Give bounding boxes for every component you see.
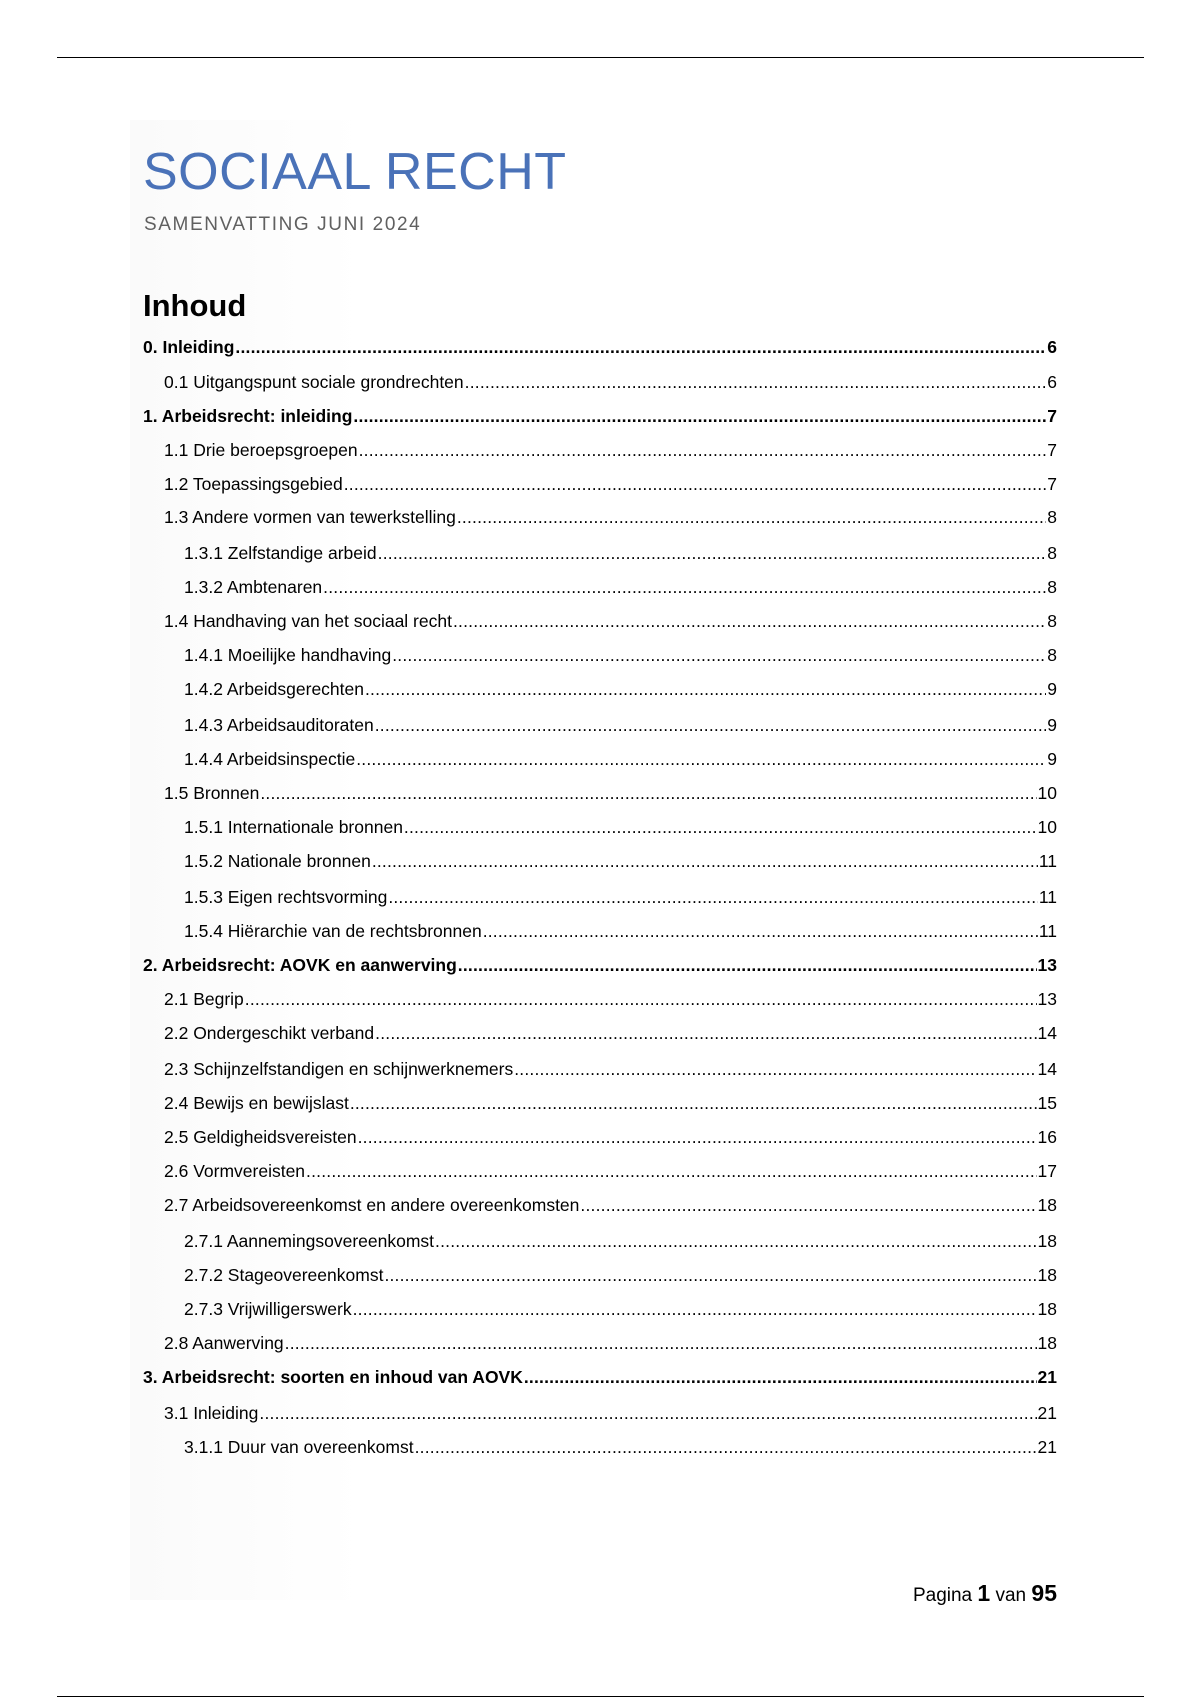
toc-entry-page: 9 [1047, 749, 1057, 769]
toc-entry-page: 21 [1037, 1367, 1057, 1387]
toc-dot-leader [323, 576, 1046, 598]
toc-entry-page: 18 [1037, 1333, 1057, 1353]
footer-total-pages: 95 [1031, 1580, 1057, 1606]
toc-entry-title: 2.4 Bewijs en bewijslast [164, 1093, 349, 1113]
toc-entry[interactable] [143, 1402, 1057, 1424]
toc-entry-title: 3.1.1 Duur van overeenkomst [184, 1437, 414, 1457]
toc-entry[interactable] [143, 954, 1057, 976]
toc-entry[interactable] [143, 610, 1057, 632]
toc-entry-page: 18 [1037, 1299, 1057, 1319]
toc-entry-title: 1.5 Bronnen [164, 783, 260, 803]
toc-entry[interactable] [143, 439, 1057, 461]
toc-entry-title: 2.2 Ondergeschikt verband [164, 1023, 375, 1043]
document-subtitle: SAMENVATTING JUNI 2024 [144, 214, 422, 235]
toc-dot-leader [404, 816, 1037, 838]
toc-dot-leader [580, 1194, 1036, 1216]
toc-entry[interactable] [143, 920, 1057, 942]
toc-dot-leader [358, 1126, 1037, 1148]
toc-entry[interactable] [143, 1022, 1057, 1044]
toc-entry-title: 1.3.2 Ambtenaren [184, 577, 323, 597]
page-footer [913, 1580, 1057, 1607]
toc-entry-page: 6 [1047, 337, 1057, 357]
toc-entry-page: 15 [1037, 1093, 1057, 1113]
toc-entry-title: 1.4.4 Arbeidsinspectie [184, 749, 356, 769]
toc-dot-leader [483, 920, 1038, 942]
toc-heading: Inhoud [143, 288, 247, 323]
toc-entry-page: 18 [1037, 1265, 1057, 1285]
toc-entry-title: 1.2 Toepassingsgebied [164, 474, 343, 494]
footer-pagina-label: Pagina [912, 1585, 973, 1606]
toc-entry-title: 1.4.1 Moeilijke handhaving [184, 645, 392, 665]
toc-entry-title: 1.5.2 Nationale bronnen [184, 851, 371, 871]
toc-entry-page: 21 [1037, 1437, 1057, 1457]
toc-entry-page: 8 [1047, 577, 1057, 597]
toc-entry-page: 11 [1038, 851, 1057, 871]
toc-dot-leader [514, 1058, 1036, 1080]
toc-dot-leader [353, 1298, 1037, 1320]
toc-entry-page: 6 [1047, 372, 1057, 392]
top-rule [57, 57, 1144, 58]
toc-entry-title: 2.8 Aanwerving [164, 1333, 284, 1353]
footer-van-label: van [995, 1585, 1027, 1606]
toc-dot-leader [353, 405, 1046, 427]
toc-entry-page: 18 [1037, 1231, 1057, 1251]
toc-entry[interactable] [143, 506, 1057, 528]
toc-dot-leader [245, 988, 1037, 1010]
toc-entry[interactable] [143, 850, 1057, 872]
toc-entry-page: 13 [1037, 955, 1057, 975]
toc-dot-leader [384, 1264, 1036, 1286]
toc-entry[interactable] [143, 1126, 1057, 1148]
toc-entry-title: 2.7.2 Stageovereenkomst [184, 1265, 384, 1285]
toc-entry[interactable] [143, 644, 1057, 666]
toc-dot-leader [372, 850, 1038, 872]
toc-entry-page: 8 [1047, 507, 1057, 527]
toc-entry[interactable] [143, 576, 1057, 598]
toc-dot-leader [235, 336, 1046, 358]
toc-dot-leader [457, 506, 1046, 528]
toc-dot-leader [260, 782, 1036, 804]
toc-entry-title: 1.4.2 Arbeidsgerechten [184, 679, 364, 699]
toc-dot-leader [350, 1092, 1037, 1114]
toc-entry-title: 0. Inleiding [143, 337, 235, 357]
toc-dot-leader [458, 954, 1037, 976]
toc-entry-title: 1.3 Andere vormen van tewerkstelling [164, 507, 456, 527]
toc-entry-title: 2.5 Geldigheidsvereisten [164, 1127, 357, 1147]
toc-entry[interactable] [143, 748, 1057, 770]
toc-entry[interactable] [143, 1436, 1057, 1458]
toc-entry-title: 2. Arbeidsrecht: AOVK en aanwerving [143, 955, 457, 975]
toc-entry-page: 9 [1047, 715, 1057, 735]
toc-dot-leader [356, 748, 1046, 770]
toc-entry-title: 3. Arbeidsrecht: soorten en inhoud van AOVK [143, 1367, 523, 1387]
toc-dot-leader [378, 542, 1047, 564]
toc-entry-page: 8 [1047, 611, 1057, 631]
toc-entry-page: 11 [1038, 921, 1057, 941]
toc-entry[interactable] [143, 1230, 1057, 1252]
toc-entry-title: 1.4.3 Arbeidsauditoraten [184, 715, 374, 735]
toc-entry[interactable] [143, 988, 1057, 1010]
toc-entry-title: 2.1 Begrip [164, 989, 244, 1009]
toc-entry[interactable] [143, 678, 1057, 700]
toc-entry[interactable] [143, 1366, 1057, 1388]
toc-entry-page: 14 [1037, 1023, 1057, 1043]
toc-dot-leader [524, 1366, 1037, 1388]
toc-entry-page: 8 [1047, 645, 1057, 665]
toc-entry-page: 9 [1047, 679, 1057, 699]
toc-entry-title: 1.1 Drie beroepsgroepen [164, 440, 358, 460]
toc-entry[interactable] [143, 1264, 1057, 1286]
toc-entry-page: 7 [1047, 406, 1057, 426]
toc-dot-leader [415, 1436, 1037, 1458]
toc-dot-leader [388, 886, 1038, 908]
toc-dot-leader [465, 371, 1047, 393]
toc-dot-leader [306, 1160, 1036, 1182]
toc-entry[interactable] [143, 1332, 1057, 1354]
toc-entry[interactable] [143, 405, 1057, 427]
toc-entry-title: 1. Arbeidsrecht: inleiding [143, 406, 353, 426]
toc-entry-title: 1.4 Handhaving van het sociaal recht [164, 611, 452, 631]
toc-entry[interactable] [143, 336, 1057, 358]
toc-entry[interactable] [143, 473, 1057, 495]
toc-entry-page: 17 [1037, 1161, 1057, 1181]
toc-entry-title: 1.5.4 Hiërarchie van de rechtsbronnen [184, 921, 482, 941]
toc-entry-page: 10 [1037, 783, 1057, 803]
toc-entry-title: 1.3.1 Zelfstandige arbeid [184, 543, 377, 563]
toc-entry-title: 1.5.3 Eigen rechtsvorming [184, 887, 388, 907]
toc-dot-leader [259, 1402, 1036, 1424]
toc-entry[interactable] [143, 714, 1057, 736]
toc-entry-page: 13 [1037, 989, 1057, 1009]
toc-entry[interactable] [143, 1092, 1057, 1114]
toc-entry-page: 16 [1037, 1127, 1057, 1147]
toc-dot-leader [453, 610, 1046, 632]
toc-entry[interactable] [143, 1298, 1057, 1320]
toc-entry-title: 2.3 Schijnzelfstandigen en schijnwerknemers [164, 1059, 514, 1079]
toc-entry-page: 11 [1038, 887, 1057, 907]
toc-entry[interactable] [143, 886, 1057, 908]
toc-entry-page: 10 [1037, 817, 1057, 837]
toc-dot-leader [375, 714, 1047, 736]
toc-entry[interactable] [143, 782, 1057, 804]
toc-entry-title: 1.5.1 Internationale bronnen [184, 817, 403, 837]
toc-dot-leader [359, 439, 1047, 461]
toc-entry[interactable] [143, 371, 1057, 393]
toc-entry-page: 7 [1047, 440, 1057, 460]
toc-dot-leader [375, 1022, 1036, 1044]
toc-entry-title: 0.1 Uitgangspunt sociale grondrechten [164, 372, 464, 392]
toc-entry-title: 2.7.1 Aannemingsovereenkomst [184, 1231, 435, 1251]
toc-entry[interactable] [143, 1194, 1057, 1216]
toc-dot-leader [365, 678, 1046, 700]
toc-entry[interactable] [143, 542, 1057, 564]
toc-entry-title: 3.1 Inleiding [164, 1403, 259, 1423]
document-title: SOCIAAL RECHT [143, 143, 567, 201]
toc-entry-page: 21 [1037, 1403, 1057, 1423]
toc-entry-page: 7 [1047, 474, 1057, 494]
footer-current-page: 1 [977, 1580, 991, 1606]
toc-entry[interactable] [143, 1160, 1057, 1182]
toc-entry-title: 2.7 Arbeidsovereenkomst en andere overeenkomsten [164, 1195, 580, 1215]
toc-entry-title: 2.7.3 Vrijwilligerswerk [184, 1299, 352, 1319]
toc-dot-leader [285, 1332, 1037, 1354]
toc-dot-leader [344, 473, 1047, 495]
toc-entry[interactable] [143, 1058, 1057, 1080]
toc-dot-leader [392, 644, 1046, 666]
toc-entry[interactable] [143, 816, 1057, 838]
toc-dot-leader [435, 1230, 1037, 1252]
toc-entry-page: 8 [1047, 543, 1057, 563]
toc-entry-page: 18 [1037, 1195, 1057, 1215]
toc-entry-title: 2.6 Vormvereisten [164, 1161, 306, 1181]
toc-entry-page: 14 [1037, 1059, 1057, 1079]
bottom-rule [57, 1696, 1144, 1697]
